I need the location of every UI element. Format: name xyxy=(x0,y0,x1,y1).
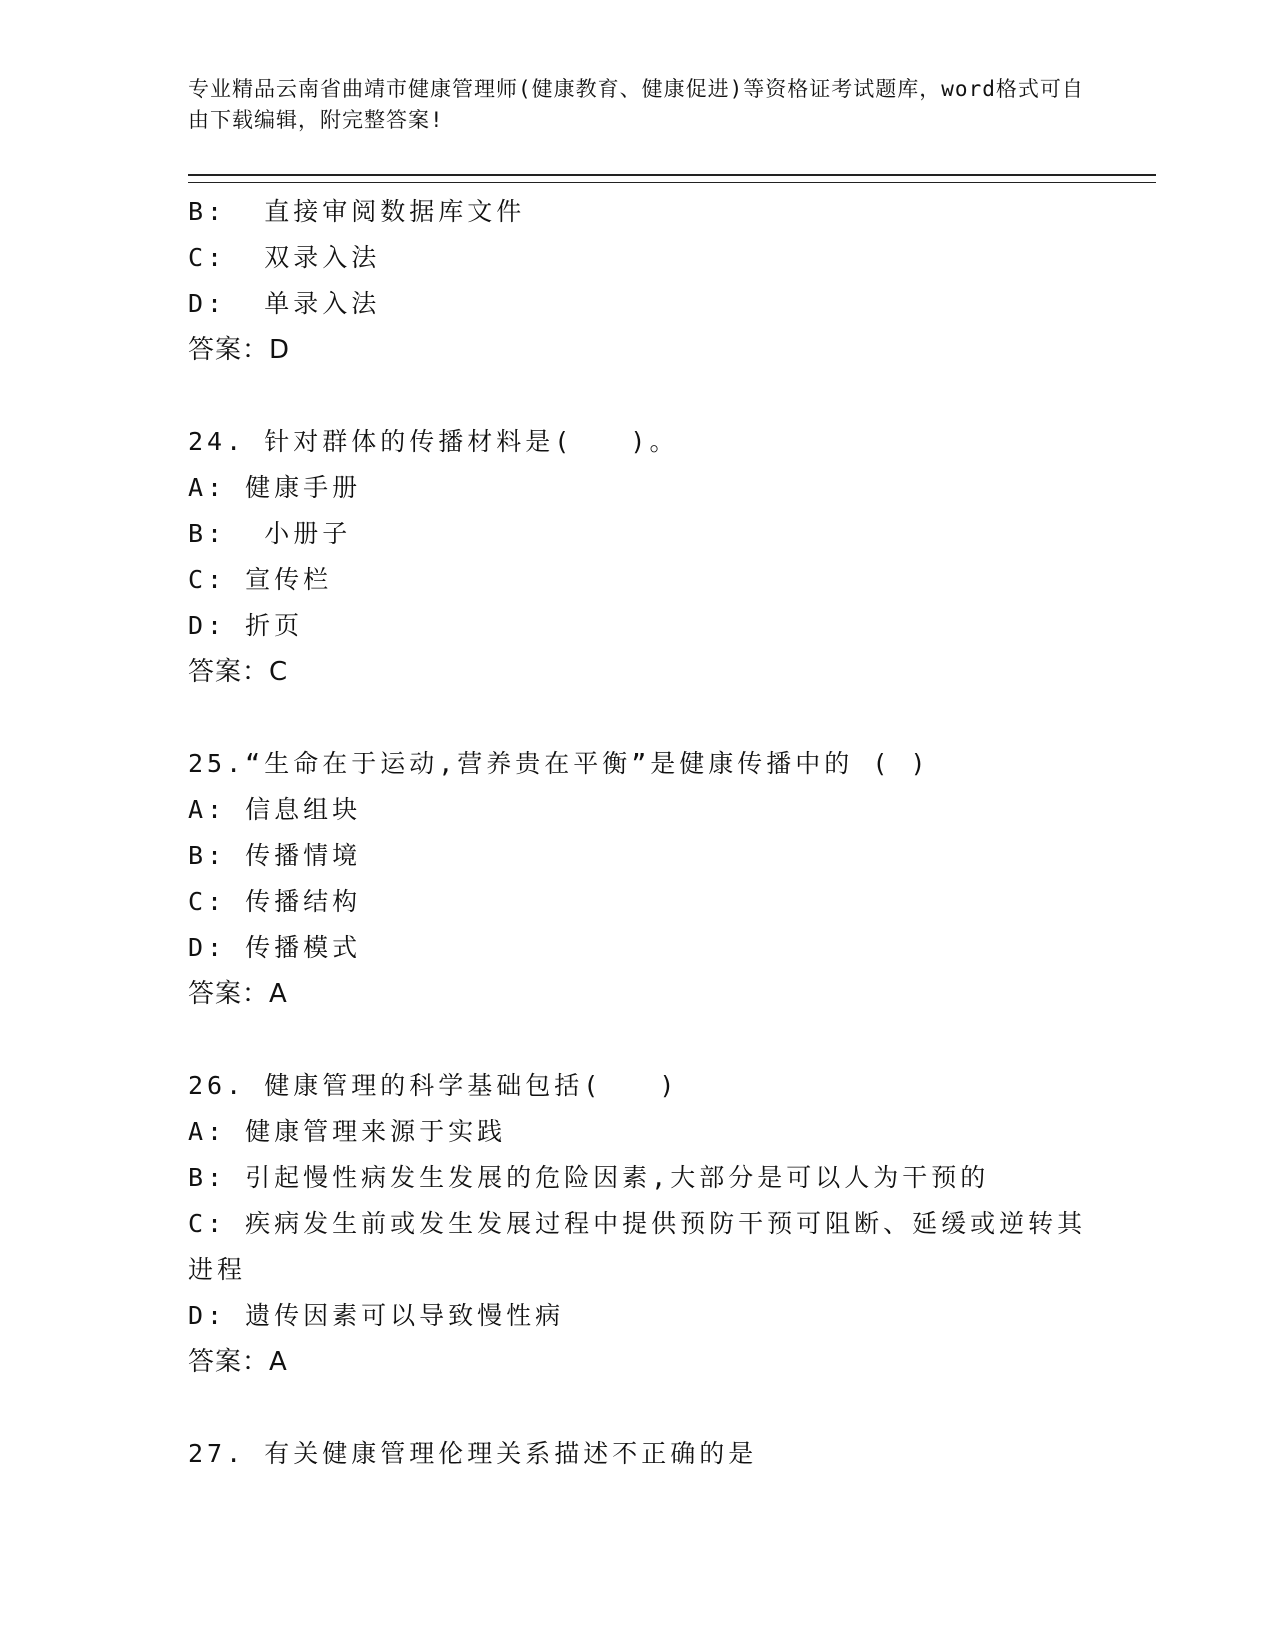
option-b: B: 直接审阅数据库文件 xyxy=(188,197,526,226)
question-23-continued xyxy=(188,189,1168,373)
spacer xyxy=(188,373,1168,419)
header-divider xyxy=(188,174,1156,183)
question-list xyxy=(188,189,1168,1477)
document-page xyxy=(188,74,1168,1477)
document-header: 专业精品云南省曲靖市健康管理师(健康教育、健康促进)等资格证考试题库，word格式可自由下载编辑，附完整答案! xyxy=(188,77,1084,132)
question-stem: 26. 健康管理的科学基础包括( ) xyxy=(188,1071,679,1100)
spacer xyxy=(188,1385,1168,1431)
option-b: B: 引起慢性病发生发展的危险因素,大部分是可以人为干预的 xyxy=(188,1163,990,1192)
spacer xyxy=(188,1017,1168,1063)
question-stem: 27. 有关健康管理伦理关系描述不正确的是 xyxy=(188,1439,758,1468)
question-25 xyxy=(188,741,1168,1017)
option-c: C: 疾病发生前或发生发展过程中提供预防干预可阻断、延缓或逆转其进程 xyxy=(188,1209,1087,1284)
option-c: C: 宣传栏 xyxy=(188,565,333,594)
option-a: A: 健康管理来源于实践 xyxy=(188,1117,507,1146)
answer-line: 答案：A xyxy=(188,979,288,1009)
option-b: B: 小册子 xyxy=(188,519,352,548)
option-d: D: 折页 xyxy=(188,611,304,640)
option-b: B: 传播情境 xyxy=(188,841,362,870)
question-24 xyxy=(188,419,1168,695)
question-27 xyxy=(188,1431,1168,1477)
option-c: C: 双录入法 xyxy=(188,243,381,272)
question-26 xyxy=(188,1063,1168,1385)
option-d: D: 遗传因素可以导致慢性病 xyxy=(188,1301,565,1330)
answer-line: 答案：C xyxy=(188,657,289,687)
answer-line: 答案：A xyxy=(188,1347,288,1377)
option-a: A: 信息组块 xyxy=(188,795,362,824)
option-a: A: 健康手册 xyxy=(188,473,362,502)
option-d: D: 传播模式 xyxy=(188,933,362,962)
answer-line: 答案：D xyxy=(188,335,291,365)
spacer xyxy=(188,695,1168,741)
option-c: C: 传播结构 xyxy=(188,887,362,916)
option-d: D: 单录入法 xyxy=(188,289,381,318)
question-stem: 24. 针对群体的传播材料是( )。 xyxy=(188,427,679,456)
question-stem: 25.“生命在于运动,营养贵在平衡”是健康传播中的 ( ) xyxy=(188,749,930,778)
